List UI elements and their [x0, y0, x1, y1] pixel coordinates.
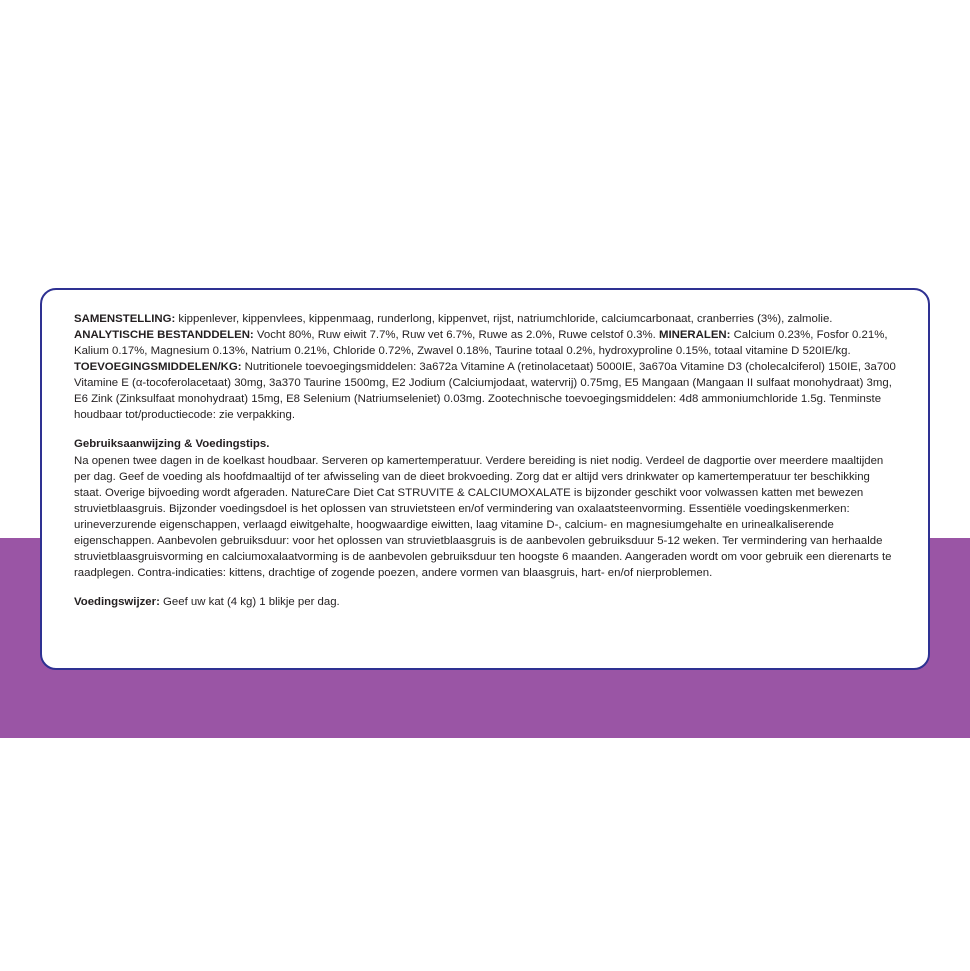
composition-section: [74, 312, 900, 424]
feeding-guide-text: Geef uw kat (4 kg) 1 blikje per dag.: [163, 595, 340, 608]
additives-heading: TOEVOEGINGSMIDDELEN/KG:: [74, 360, 242, 373]
product-label-panel: [40, 288, 930, 670]
analytical-text: Vocht 80%, Ruw eiwit 7.7%, Ruw vet 6.7%, Ruwe as 2.0%, Ruwe celstof 0.3%.: [256, 328, 656, 341]
additives-text: Nutritionele toevoegingsmiddelen: 3a672a Vitamine A (retinolacetaat) 5000IE, 3a670a Vitamine D3 (cholecalciferol) 150IE, 3a700 Vitamine E (α-tocoferolacetaat) 30mg, 3a370 Taurine 1500mg, E2 Jodium (Calciumjodaat, watervrij) 0.75mg, E5 Mangaan (Mangaan II sulfaat monohydraat) 3mg, E6 Zink (Zinksulfaat monohydraat) 15mg, E8 Selenium (Natriumseleniet) 0.03mg. Zootechnische toevoegingsmiddelen: 4d8 ammoniumchloride 1.5g. Tenminste houdbaar tot/productiecode: zie verpakking.: [74, 360, 896, 421]
feeding-guide-heading: Voedingswijzer:: [74, 595, 160, 608]
analytical-heading: ANALYTISCHE BESTANDDELEN:: [74, 328, 254, 341]
usage-section: [74, 437, 900, 582]
composition-heading: SAMENSTELLING:: [74, 313, 176, 325]
composition-text: kippenlever, kippenvlees, kippenmaag, runderlong, kippenvet, rijst, natriumchloride, calciumcarbonaat, cranberries (3%), zalmolie.: [178, 313, 833, 325]
minerals-text: Calcium 0.23%, Fosfor 0.21%, Kalium 0.17%, Magnesium 0.13%, Natrium 0.21%, Chloride 0.72%, Zwavel 0.18%, Taurine totaal 0.2%, hydroxyproline 0.15%, totaal vitamine D 520IE/kg.: [74, 328, 888, 357]
feeding-guide-section: [74, 595, 900, 611]
minerals-heading: MINERALEN:: [658, 328, 731, 341]
usage-heading: Gebruiksaanwijzing & Voedingstips.: [74, 437, 270, 450]
usage-text: Na openen twee dagen in de koelkast houdbaar. Serveren op kamertemperatuur. Verdere bereiding is niet nodig. Verdeel de dagportie over meerdere maaltijden per dag. Geef de voeding als hoofdmaaltijd of ter afwisseling van de dieet brokvoeding. Zorg dat er altijd vers drinkwater op kamertemperatuur ter beschikking staat. Overige bijvoeding wordt afgeraden. NatureCare Diet Cat STRUVITE & CALCIUMOXALATE is bijzonder geschikt voor volwassen katten met bewezen struvietblaasgruis. Bijzonder voedingsdoel is het oplossen van struvietsteen en/of vermindering van oxalaatsteenvorming. Essentiële voedingskenmerken: urineverzurende eigenschappen, verlaagd eiwitgehalte, hoogwaardige eiwitten, laag vitamine D-, calcium- en magnesiumgehalte en urinealkaliserende eigenschappen. Aanbevolen gebruiksduur: voor het oplossen van struvietblaasgruis is de aanbevolen gebruiksduur 5-12 weken. Ter vermindering van herhaalde struvietblaasgruisvorming en calciumoxalaatvorming is de aanbevolen gebruiksduur ten hoogste 6 maanden. Aangeraden wordt om voor gebruik een dierenarts te raadplegen. Contra-indicaties: kittens, drachtige of zogende poezen, andere vormen van blaasgruis, hart- en/of nierproblemen.: [74, 454, 892, 579]
